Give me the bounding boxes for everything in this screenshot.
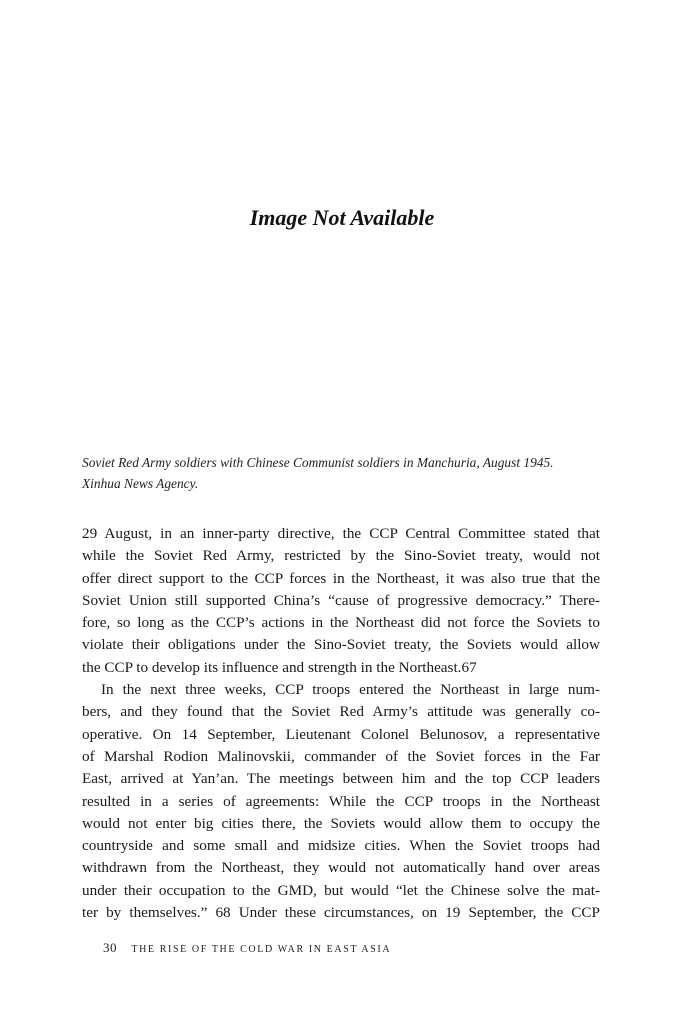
paragraph-line: withdrawn from the Northeast, they would not automatically hand over areas (82, 859, 600, 877)
paragraph-line: 29 August, in an inner-party directive, the CCP Central Committee stated that (82, 525, 600, 542)
paragraph-line: operative. On 14 September, Lieutenant Colonel Belunosov, a representative (82, 725, 600, 743)
page-number: 30 (103, 940, 117, 955)
running-head: THE RISE OF THE COLD WAR IN EAST ASIA (131, 944, 392, 955)
paragraph-line: ter by themselves.” 68 Under these circumstances, on 19 September, the CCP (82, 904, 600, 922)
caption-line: Soviet Red Army soldiers with Chinese Communist soldiers in Manchuria, August 1945. (82, 455, 554, 470)
paragraph-line: the CCP to develop its influence and strength in the Northeast.67 (82, 658, 477, 676)
paragraph-line: while the Soviet Red Army, restricted by the Sino-Soviet treaty, would not (82, 547, 600, 565)
paragraph-line: countryside and some small and midsize cities. When the Soviet troops had (82, 837, 600, 855)
paragraph-line: resulted in a series of agreements: While the CCP troops in the Northeast (82, 792, 600, 810)
paragraph-line: East, arrived at Yan’an. The meetings between him and the top CCP leaders (82, 770, 600, 788)
paragraph-line: Soviet Union still supported China’s “cause of progressive democracy.” There- (82, 591, 600, 609)
figure-caption (82, 452, 602, 494)
paragraph-line: offer direct support to the CCP forces in the Northeast, it was also true that the (82, 569, 600, 587)
paragraph-line: would not enter big cities there, the Soviets would allow them to occupy the (82, 814, 600, 832)
body-text (82, 523, 600, 924)
caption-line: Xinhua News Agency. (82, 476, 199, 491)
paragraph-line: fore, so long as the CCP’s actions in the Northeast did not force the Soviets to (82, 614, 600, 632)
page-footer (103, 940, 391, 956)
paragraph-line: violate their obligations under the Sino-Soviet treaty, the Soviets would allow (82, 636, 600, 654)
paragraph-line: bers, and they found that the Soviet Red Army’s attitude was generally co- (82, 703, 600, 721)
paragraph-line: of Marshal Rodion Malinovskii, commander of the Soviet forces in the Far (82, 747, 600, 765)
paragraph-line: under their occupation to the GMD, but would “let the Chinese solve the mat- (82, 881, 600, 899)
figure-placeholder: Image Not Available (249, 205, 435, 230)
paragraph-line: In the next three weeks, CCP troops entered the Northeast in large num- (101, 681, 600, 699)
